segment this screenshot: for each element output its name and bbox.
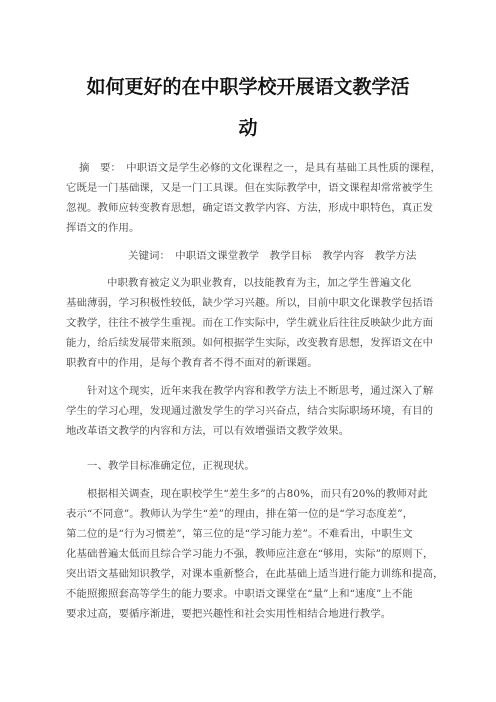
paragraph-line: 基础薄弱，学习积极性较低，缺少学习兴趣。所以，目前中职文化课教学包括语	[66, 297, 434, 309]
paragraph-line: 突出语文基础知识教学，对课本重新整合，在此基础上适当进行能力训练和提高，	[66, 568, 444, 580]
abstract-line: 摘 要： 中职语文是学生必修的文化课程之一，是具有基础工具性质的课程，	[79, 162, 441, 174]
document-title-line-2: 动	[238, 117, 258, 139]
abstract-line: 它既是一门基础课，又是一门工具课。但在实际教学中，语文课程却常常被学生	[66, 182, 434, 194]
paragraph-line: 能力，给后续发展带来瓶颈。如何根据学生实际，改变教育思想，发挥语文在中	[66, 337, 434, 349]
paragraph-line: 化基础普遍太低而且综合学习能力不强，教师应注意在“够用，实际”的原则下，	[66, 548, 434, 560]
abstract-line: 忽视。教师应转变教育思想，确定语文教学内容、方法，形成中职特色，真正发	[66, 202, 434, 214]
abstract-line: 挥语文的作用。	[66, 222, 140, 234]
keywords-line: 关键词： 中职语文课堂教学 教学目标 教学内容 教学方法	[128, 250, 417, 262]
paragraph-line: 根据相关调查，现在职校学生“差生多”的占80%，而只有20%的教师对此	[87, 488, 428, 500]
paragraph-line: 不能照搬照套高等学生的能力要求。中职语文课堂在“量”上和“速度”上不能	[66, 588, 413, 600]
paragraph-line: 职教育中的作用，是每个教育者不得不面对的新课题。	[66, 357, 318, 369]
paragraph-line: 表示“不同意”。教师认为学生“差”的理由，排在第一位的是“学习态度差”，	[66, 508, 414, 520]
paragraph-line: 地改革语文教学的内容和方法，可以有效增强语文教学效果。	[66, 425, 350, 437]
paragraph-line: 针对这个现实，近年来我在教学内容和教学方法上不断思考，通过深入了解	[87, 385, 434, 397]
paragraph-line: 第二位的是“行为习惯差”，第三位的是“学习能力差”。不难看出，中职生文	[66, 528, 413, 540]
paragraph-line: 中职教育被定义为职业教育，以技能教育为主，加之学生普遍文化	[107, 277, 412, 289]
paragraph-line: 学生的学习心理，发现通过激发学生的学习兴奋点，结合实际职场环境，有目的	[66, 405, 434, 417]
paragraph-line: 要求过高，要循序渐进，要把兴趣性和社会实用性相结合地进行教学。	[66, 608, 392, 620]
section-heading: 一、教学目标准确定位，正视现状。	[87, 460, 255, 472]
document-title-line-1: 如何更好的在中职学校开展语文教学活	[86, 76, 410, 98]
paragraph-line: 文教学，往往不被学生重视。而在工作实际中，学生就业后往往反映缺少此方面	[66, 317, 434, 329]
